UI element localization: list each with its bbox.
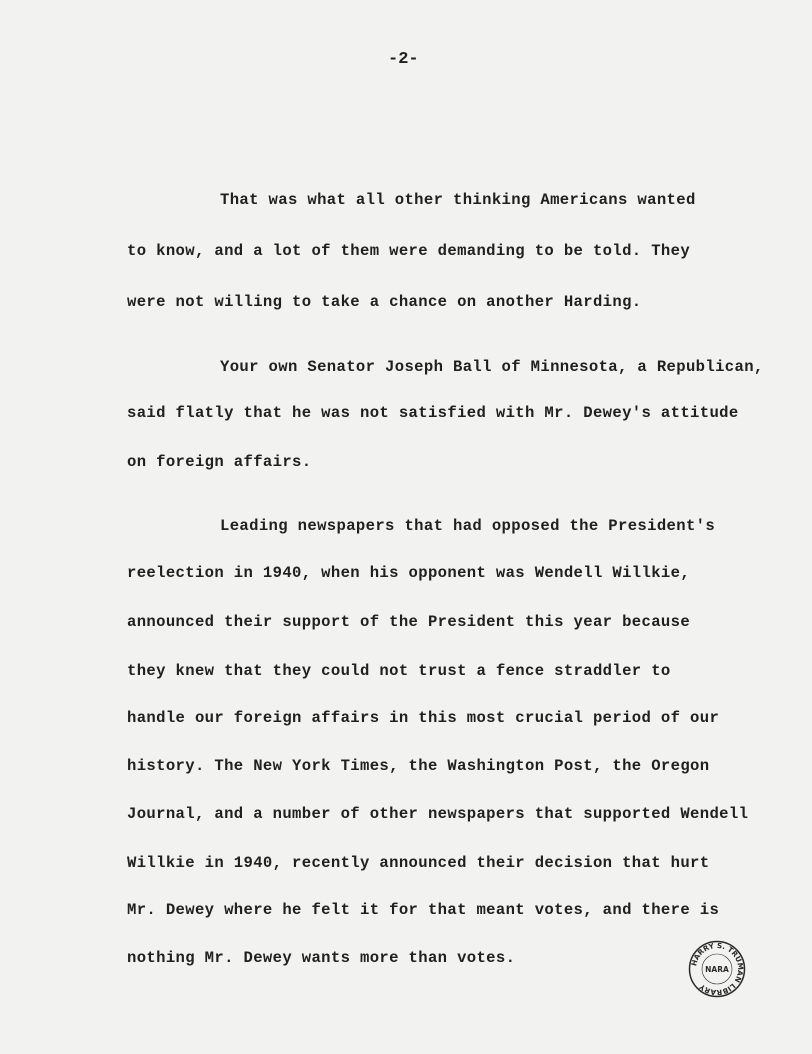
text-line-11: handle our foreign affairs in this most crucial period of our xyxy=(127,709,720,727)
text-line-9: announced their support of the President this year because xyxy=(127,613,691,631)
text-line-1: That was what all other thinking Americans wanted xyxy=(220,191,696,209)
text-line-16: nothing Mr. Dewey wants more than votes. xyxy=(127,949,516,967)
text-line-5: said flatly that he was not satisfied with Mr. Dewey's attitude xyxy=(127,404,739,422)
text-line-10: they knew that they could not trust a fence straddler to xyxy=(127,662,671,680)
text-line-6: on foreign affairs. xyxy=(127,453,312,471)
text-line-15: Mr. Dewey where he felt it for that meant votes, and there is xyxy=(127,901,720,919)
page-number: -2- xyxy=(388,50,419,69)
stamp-nara-text: NARA xyxy=(705,965,729,974)
library-stamp xyxy=(688,940,746,998)
text-line-7: Leading newspapers that had opposed the President's xyxy=(220,517,716,535)
stamp-library-name: HARRY S. TRUMAN LIBRARY xyxy=(689,940,746,998)
text-line-4: Your own Senator Joseph Ball of Minnesota, a Republican, xyxy=(220,358,764,376)
text-line-13: Journal, and a number of other newspapers that supported Wendell xyxy=(127,805,749,823)
text-line-12: history. The New York Times, the Washington Post, the Oregon xyxy=(127,757,710,775)
text-line-8: reelection in 1940, when his opponent was Wendell Willkie, xyxy=(127,564,691,582)
text-line-2: to know, and a lot of them were demanding to be told. They xyxy=(127,242,691,260)
text-line-3: were not willing to take a chance on another Harding. xyxy=(127,293,642,311)
text-line-14: Willkie in 1940, recently announced their decision that hurt xyxy=(127,854,710,872)
